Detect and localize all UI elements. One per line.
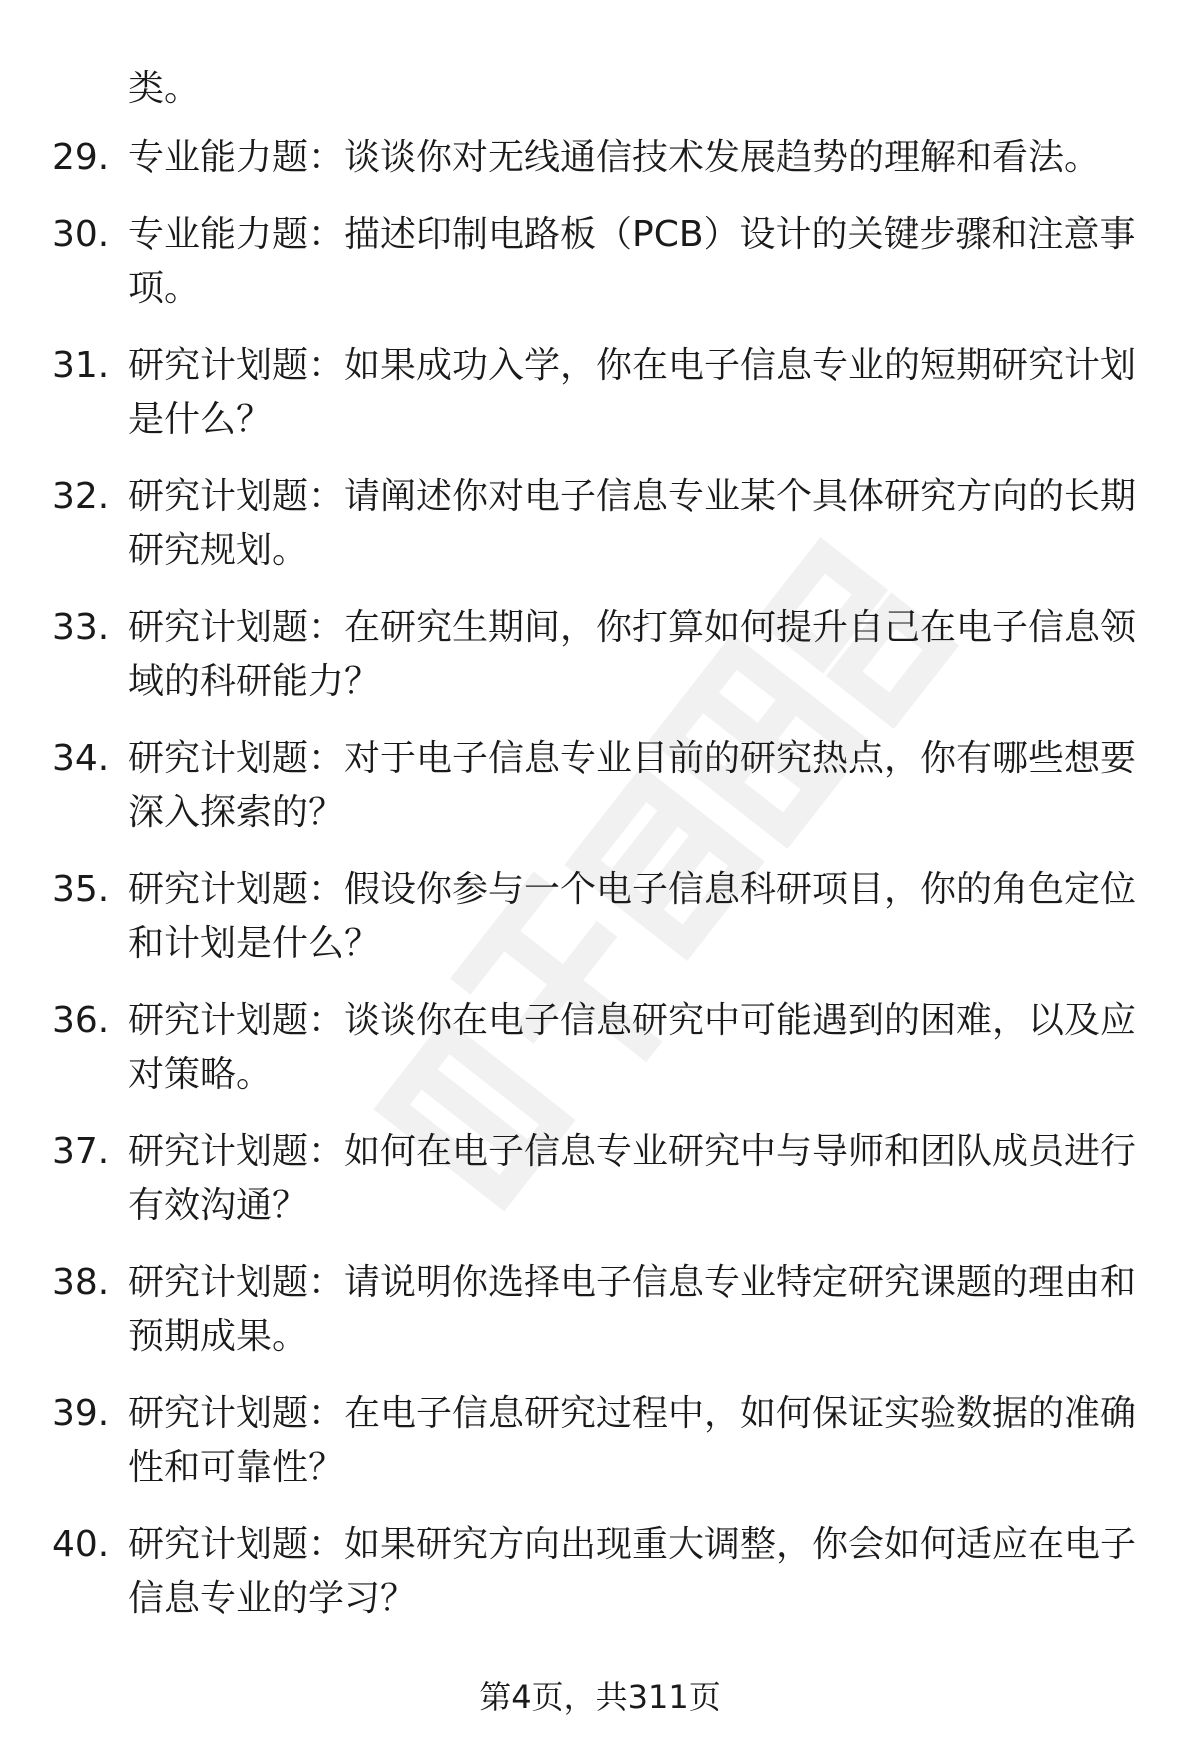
list-item bbox=[0, 131, 1200, 185]
list-item bbox=[0, 1518, 1200, 1626]
item-text: 研究计划题：在电子信息研究过程中，如何保证实验数据的准确性和可靠性？ bbox=[128, 1393, 1137, 1488]
page-footer: 第4页，共311页 bbox=[479, 1678, 721, 1716]
item-number: 31. bbox=[52, 345, 110, 386]
item-number: 33. bbox=[52, 607, 110, 648]
item-text: 专业能力题：谈谈你对无线通信技术发展趋势的理解和看法。 bbox=[128, 137, 1101, 178]
list-item bbox=[0, 732, 1200, 840]
item-text: 研究计划题：假设你参与一个电子信息科研项目，你的角色定位和计划是什么？ bbox=[128, 869, 1137, 964]
item-number: 38. bbox=[52, 1262, 110, 1303]
list-item bbox=[0, 208, 1200, 316]
item-text: 研究计划题：请说明你选择电子信息专业特定研究课题的理由和预期成果。 bbox=[128, 1262, 1137, 1357]
list-item bbox=[0, 1387, 1200, 1495]
item-number: 40. bbox=[52, 1524, 110, 1565]
item-text: 研究计划题：在研究生期间，你打算如何提升自己在电子信息领域的科研能力？ bbox=[128, 607, 1137, 702]
item-text: 研究计划题：谈谈你在电子信息研究中可能遇到的困难，以及应对策略。 bbox=[128, 1000, 1137, 1095]
item-number: 32. bbox=[52, 476, 110, 517]
item-number: 39. bbox=[52, 1393, 110, 1434]
item-number: 30. bbox=[52, 214, 110, 255]
item-text: 研究计划题：如果成功入学，你在电子信息专业的短期研究计划是什么？ bbox=[128, 345, 1137, 440]
item-text: 研究计划题：对于电子信息专业目前的研究热点，你有哪些想要深入探索的？ bbox=[128, 738, 1137, 833]
item-number: 29. bbox=[52, 137, 110, 178]
list-item bbox=[0, 601, 1200, 709]
item-text: 研究计划题：如果研究方向出现重大调整，你会如何适应在电子信息专业的学习？ bbox=[128, 1524, 1137, 1619]
item-number: 34. bbox=[52, 738, 110, 779]
list-item bbox=[0, 994, 1200, 1102]
item-number: 36. bbox=[52, 1000, 110, 1041]
list-item bbox=[0, 1256, 1200, 1364]
question-list bbox=[0, 131, 1200, 1649]
list-item bbox=[0, 470, 1200, 578]
list-item bbox=[0, 339, 1200, 447]
list-item bbox=[0, 1125, 1200, 1233]
list-item bbox=[0, 863, 1200, 971]
item-number: 37. bbox=[52, 1131, 110, 1172]
item-text: 专业能力题：描述印制电路板（PCB）设计的关键步骤和注意事项。 bbox=[128, 214, 1136, 309]
item-text: 研究计划题：请阐述你对电子信息专业某个具体研究方向的长期研究规划。 bbox=[128, 476, 1137, 571]
continued-text: 类。 bbox=[128, 68, 201, 109]
item-text: 研究计划题：如何在电子信息专业研究中与导师和团队成员进行有效沟通？ bbox=[128, 1131, 1137, 1226]
item-number: 35. bbox=[52, 869, 110, 910]
